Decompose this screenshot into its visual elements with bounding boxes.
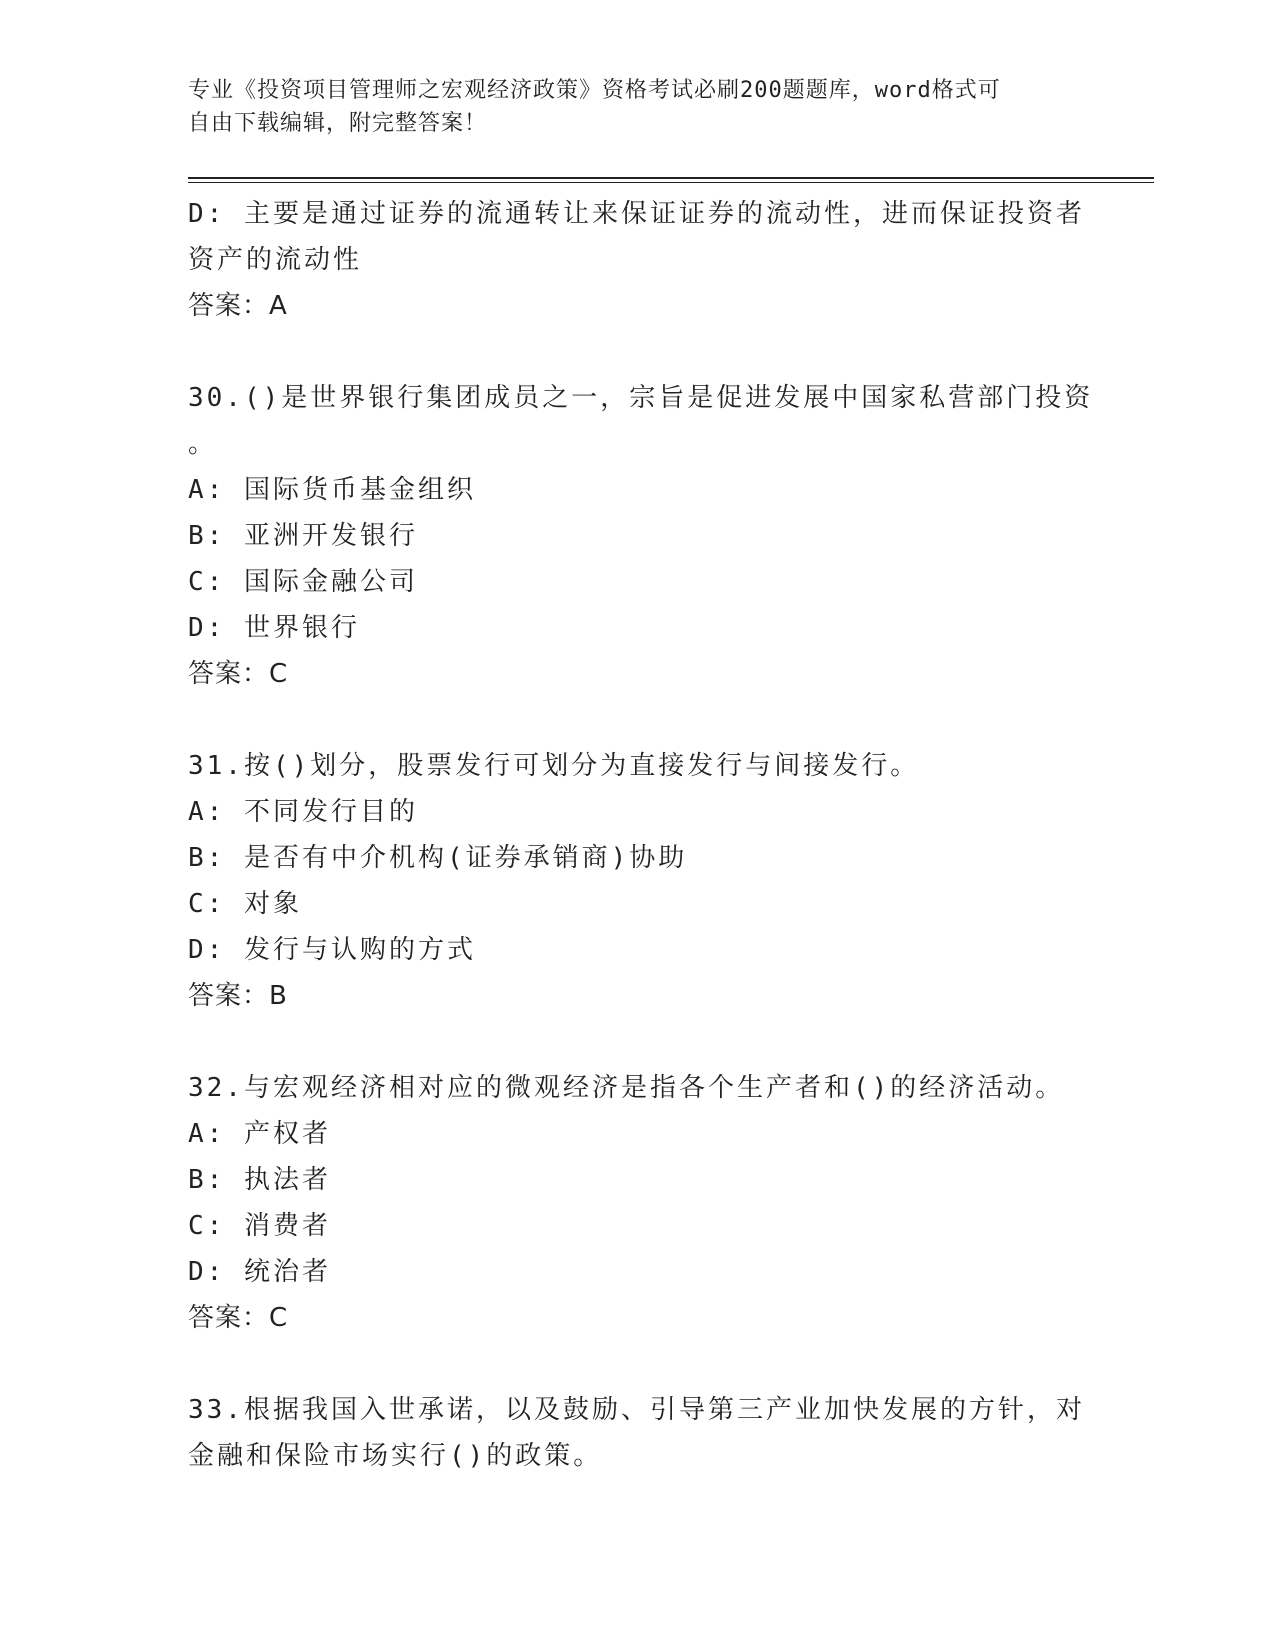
question-stem: 32.与宏观经济相对应的微观经济是指各个生产者和()的经济活动。 — [188, 1073, 1065, 1103]
answer: 答案：B — [188, 981, 288, 1011]
option-b: B: 亚洲开发银行 — [188, 521, 418, 551]
option-c: C: 消费者 — [188, 1211, 331, 1241]
option-c: C: 国际金融公司 — [188, 567, 418, 597]
question-stem: 33.根据我国入世承诺，以及鼓励、引导第三产业加快发展的方针，对 — [188, 1395, 1085, 1425]
header-divider-thick — [188, 177, 1154, 179]
option-a: A: 国际货币基金组织 — [188, 475, 476, 505]
option-a: A: 不同发行目的 — [188, 797, 418, 827]
option-d: D: 主要是通过证券的流通转让来保证证券的流动性，进而保证投资者 — [188, 199, 1085, 229]
option-d: D: 世界银行 — [188, 613, 360, 643]
question-stem: 30.()是世界银行集团成员之一，宗旨是促进发展中国家私营部门投资 — [188, 383, 1094, 413]
question-31 — [188, 743, 1088, 1019]
document-header — [188, 74, 1068, 140]
header-divider-thin — [188, 182, 1154, 183]
answer: 答案：A — [188, 291, 288, 321]
option-c: C: 对象 — [188, 889, 302, 919]
question-stem-continued: 金融和保险市场实行()的政策。 — [188, 1441, 603, 1471]
spacer — [188, 1019, 1088, 1065]
option-d: D: 统治者 — [188, 1257, 331, 1287]
spacer — [188, 1341, 1088, 1387]
prev-question-tail — [188, 191, 1088, 329]
option-d: D: 发行与认购的方式 — [188, 935, 476, 965]
spacer — [188, 329, 1088, 375]
question-32 — [188, 1065, 1088, 1341]
question-33 — [188, 1387, 1088, 1479]
question-stem-continued: 。 — [188, 429, 218, 459]
answer: 答案：C — [188, 659, 289, 689]
option-a: A: 产权者 — [188, 1119, 331, 1149]
header-line-2: 自由下载编辑，附完整答案！ — [188, 111, 488, 136]
spacer — [188, 697, 1088, 743]
option-d-continued: 资产的流动性 — [188, 245, 363, 275]
option-b: B: 是否有中介机构(证券承销商)协助 — [188, 843, 688, 873]
question-stem: 31.按()划分，股票发行可划分为直接发行与间接发行。 — [188, 751, 920, 781]
question-list — [188, 191, 1094, 1479]
header-line-1: 专业《投资项目管理师之宏观经济政策》资格考试必刷200题题库，word格式可 — [188, 78, 1001, 103]
answer: 答案：C — [188, 1303, 289, 1333]
question-30 — [188, 375, 1094, 697]
option-b: B: 执法者 — [188, 1165, 331, 1195]
